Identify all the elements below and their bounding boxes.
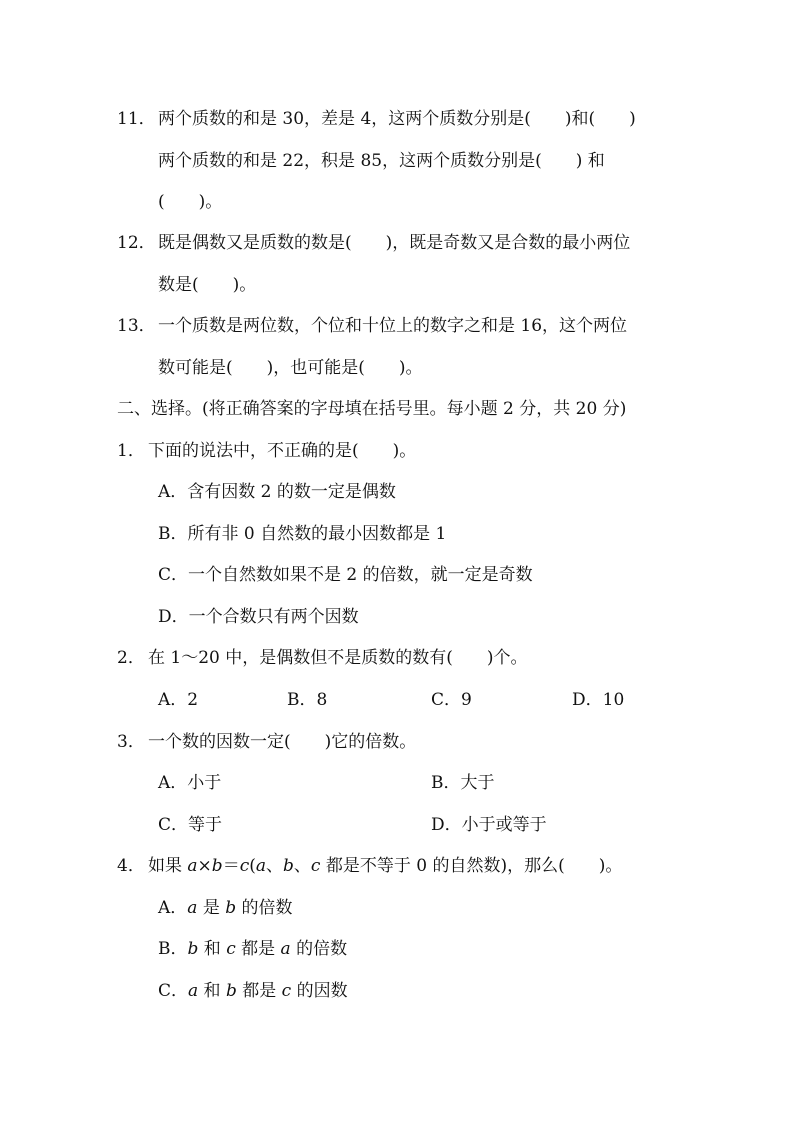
option-b: B．8: [287, 690, 328, 710]
option-b: B．所有非 0 自然数的最小因数都是 1: [158, 524, 447, 544]
question-number: 2．: [117, 648, 145, 668]
option-c: C．9: [431, 690, 472, 710]
question-text-line: 既是偶数又是质数的数是( )，既是奇数又是合数的最小两位: [158, 233, 631, 253]
question-stem: 如果 a×b＝c(a、b、c 都是不等于 0 的自然数)，那么( )。: [148, 856, 623, 876]
question-text-line: 数是( )。: [158, 275, 257, 295]
section-title: 二、选择。(将正确答案的字母填在括号里。每小题 2 分，共 20 分): [117, 399, 627, 419]
option-a: A．小于: [158, 773, 222, 793]
option-d: D．一个合数只有两个因数: [158, 607, 359, 627]
option-c: C．一个自然数如果不是 2 的倍数，就一定是奇数: [158, 565, 533, 585]
option-a: A．2: [158, 690, 199, 710]
question-number: 13．: [117, 316, 156, 336]
option-a: A．a 是 b 的倍数: [158, 898, 293, 918]
question-number: 11．: [117, 109, 156, 129]
question-number: 3．: [117, 732, 145, 752]
option-b: B．b 和 c 都是 a 的倍数: [158, 939, 348, 959]
option-a: A．含有因数 2 的数一定是偶数: [158, 482, 396, 502]
question-text-line: ( )。: [158, 192, 223, 212]
question-text-line: 两个质数的和是 30，差是 4，这两个质数分别是( )和( ): [158, 109, 636, 129]
question-stem: 一个数的因数一定( )它的倍数。: [148, 732, 417, 752]
option-d: D．小于或等于: [431, 815, 547, 835]
question-text-line: 数可能是( )，也可能是( )。: [158, 358, 423, 378]
option-b: B．大于: [431, 773, 495, 793]
question-number: 12．: [117, 233, 156, 253]
question-text-line: 一个质数是两位数，个位和十位上的数字之和是 16，这个两位: [158, 316, 628, 336]
question-number: 1．: [117, 441, 145, 461]
question-text-line: 两个质数的和是 22，积是 85，这两个质数分别是( ) 和: [158, 151, 605, 171]
question-stem: 在 1～20 中，是偶数但不是质数的数有( )个。: [148, 648, 528, 668]
question-number: 4．: [117, 856, 145, 876]
option-c: C．等于: [158, 815, 223, 835]
option-d: D．10: [572, 690, 625, 710]
option-c: C．a 和 b 都是 c 的因数: [158, 981, 348, 1001]
question-stem: 下面的说法中，不正确的是( )。: [148, 441, 417, 461]
